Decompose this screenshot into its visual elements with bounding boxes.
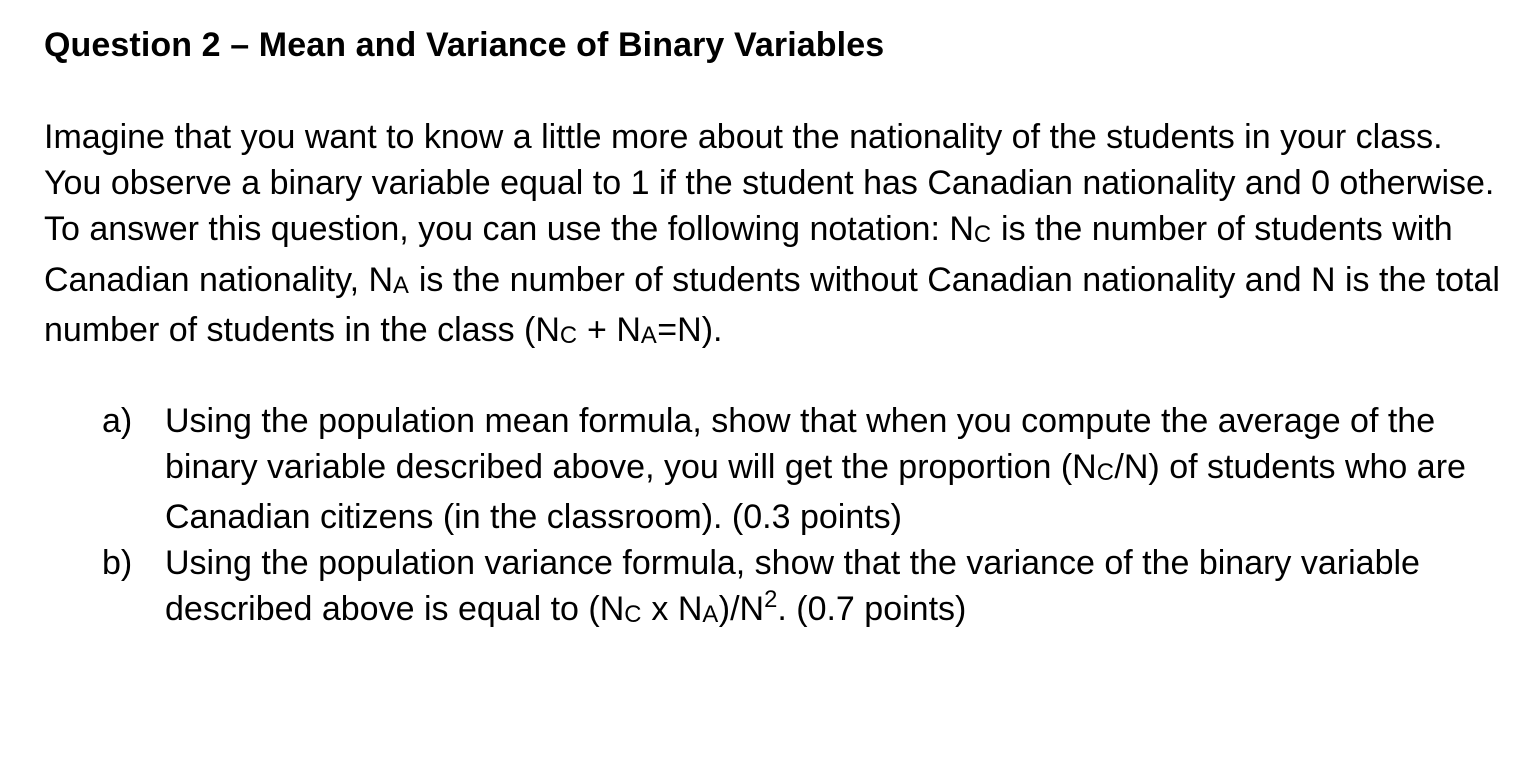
sub-question-marker: a) (102, 402, 133, 441)
squared-superscript: 2 (764, 585, 778, 613)
sub-question-b-text-4: . (0.7 points) (777, 590, 967, 629)
nc-subscript-a: C (1096, 458, 1115, 486)
nc-subscript-2: C (559, 321, 578, 349)
sub-question-list (44, 398, 1504, 636)
intro-text-2: is the number of students with Canadian nationality, N (44, 210, 1453, 299)
sub-question-a (44, 398, 1504, 540)
na-subscript-b: A (702, 600, 719, 628)
na-subscript: A (393, 271, 410, 299)
sub-question-b-text-3: )/N (718, 590, 765, 629)
sub-question-a-text-1: Using the population mean formula, show that when you compute the average of the binary variable described above, you will get the proportion (N (165, 402, 1436, 487)
na-subscript-2: A (640, 321, 658, 349)
sub-question-a-text-2: /N) of students who are Canadian citizens (in the classroom). (0.3 points) (165, 448, 1466, 537)
sub-question-marker: b) (102, 544, 133, 583)
question-document (44, 22, 1504, 636)
nc-subscript: C (973, 221, 992, 249)
sub-question-b-text-2: x N (641, 590, 703, 629)
intro-text-1: Imagine that you want to know a little more about the nationality of the students in your class. You observe a binary variable equal to 1 if the student has Canadian nationality and 0 otherwise. To answer this question, you can use the following notation: N (44, 118, 1495, 249)
intro-paragraph (44, 114, 1504, 357)
intro-text-3: is the number of students without Canadian nationality and N is the total number of students in the class (N (44, 260, 1500, 349)
nc-subscript-b: C (624, 600, 642, 628)
sub-question-b-text-1: Using the population variance formula, show that the variance of the binary variable described above is equal to (N (165, 544, 1420, 629)
intro-text-5: =N). (657, 310, 723, 349)
intro-text-4: + N (577, 310, 641, 349)
sub-question-b (44, 540, 1504, 636)
question-title: Question 2 – Mean and Variance of Binary Variables (44, 26, 885, 64)
